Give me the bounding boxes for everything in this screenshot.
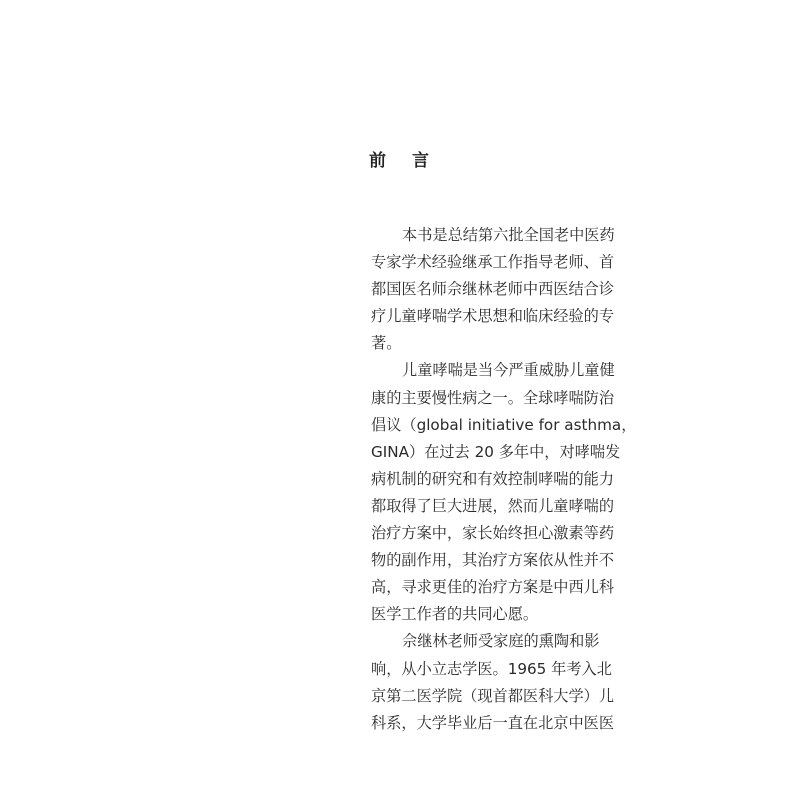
text-line: 响，从小立志学医。1965 年考入北 [371, 659, 612, 678]
text-line: 本书是总结第六批全国老中医药 [402, 226, 615, 244]
text-line: 著。 [371, 334, 402, 353]
preface-body [371, 222, 637, 737]
text-line: 病机制的研究和有效控制哮喘的能力 [371, 469, 614, 488]
text-line: 科系，大学毕业后一直在北京中医医 [371, 713, 614, 732]
text-line: 专家学术经验继承工作指导老师、首 [371, 253, 614, 272]
text-line: 佘继林老师受家庭的熏陶和影 [402, 632, 600, 651]
text-line: 医学工作者的共同心愿。 [371, 605, 539, 624]
text-line: 都国医名师佘继林老师中西医结合诊 [371, 280, 614, 299]
text-line: GINA）在过去 20 多年中，对哮喘发 [371, 442, 621, 461]
text-line: 治疗方案中，家长始终担心激素等药 [371, 524, 614, 543]
text-line: 京第二医学院（现首都医科大学）儿 [371, 686, 614, 705]
text-line: 疗儿童哮喘学术思想和临床经验的专 [371, 307, 614, 326]
text-line: 物的副作用，其治疗方案依从性并不 [371, 551, 614, 570]
text-line: 康的主要慢性病之一。全球哮喘防治 [371, 388, 614, 407]
text-line: 都取得了巨大进展，然而儿童哮喘的 [371, 496, 614, 515]
text-line: 高，寻求更佳的治疗方案是中西儿科 [371, 578, 614, 597]
text-line: 儿童哮喘是当今严重威胁儿童健 [402, 361, 615, 380]
text-line: 倡议（global initiative for asthma， [371, 415, 637, 434]
page-title: 前 言 [369, 151, 439, 171]
